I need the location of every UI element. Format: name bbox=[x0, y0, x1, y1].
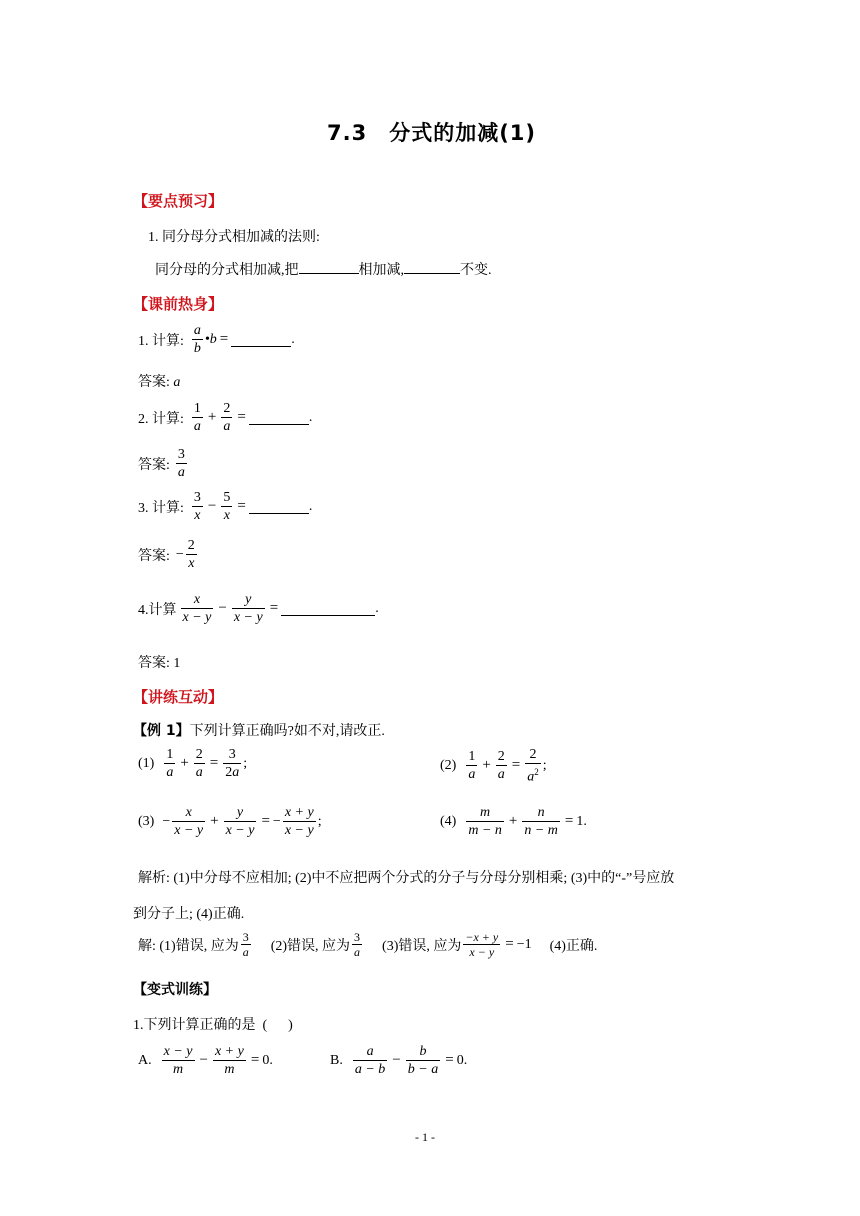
section-variant: 【变式训练】 bbox=[133, 982, 217, 998]
part-label: (1) bbox=[138, 755, 155, 771]
section-interactive: 【讲练互动】 bbox=[133, 688, 224, 706]
preview-item-1: 1. 同分母分式相加减的法则: bbox=[148, 230, 320, 245]
sol-3: (3)错误, 应为 bbox=[382, 938, 462, 954]
fraction: $\frac{2}{x}$ bbox=[187, 538, 195, 571]
fraction: $\frac{a}{b}$ bbox=[193, 323, 201, 356]
warmup-ans3: 答案: − $\frac{2}{x}$ bbox=[138, 538, 195, 571]
fraction: $\frac{x}{x - y}$ bbox=[182, 592, 212, 625]
fraction: $\frac{2}{a}$ bbox=[223, 401, 231, 434]
sol-4: (4)正确. bbox=[549, 938, 598, 954]
page-number: - 1 - bbox=[415, 1130, 435, 1144]
rule-text-b: 相加减, bbox=[358, 263, 404, 278]
sol-intro: 解: (1)错误, 应为 bbox=[138, 938, 239, 954]
fraction: $\frac{1}{a}$ bbox=[166, 747, 174, 780]
option-a-label: A. bbox=[138, 1052, 152, 1068]
q4-label: 4.计算 bbox=[138, 602, 177, 618]
q3-label: 3. 计算: bbox=[138, 500, 184, 516]
fraction: $\frac{a}{a - b}$ bbox=[354, 1044, 386, 1077]
fraction: $\frac{2}{a}$ bbox=[195, 747, 203, 780]
fraction: $\frac{2}{a}$ bbox=[497, 749, 505, 783]
part-label: (3) bbox=[138, 813, 155, 829]
fraction: $\frac{1}{a}$ bbox=[193, 401, 201, 434]
blank-2[interactable] bbox=[404, 259, 460, 274]
section-warmup: 【课前热身】 bbox=[133, 295, 224, 313]
warmup-q4: 4.计算 $\frac{x}{x - y}$ − $\frac{y}{x - y}$ = . bbox=[138, 592, 379, 625]
fraction: $\frac{1}{a}$ bbox=[468, 749, 476, 783]
rule-text-a: 同分母的分式相加减,把 bbox=[155, 263, 299, 278]
ans1-value: a bbox=[173, 375, 181, 390]
example-1 bbox=[133, 720, 385, 740]
example-part-3: (3) − $\frac{x}{x - y}$ + $\frac{y}{x - y}$ = − $\frac{x + y}{x - y}$ ; bbox=[138, 805, 322, 838]
warmup-q1: 1. 计算: $\frac{a}{b}$ •b = . bbox=[138, 323, 295, 356]
part-label: (2) bbox=[440, 757, 457, 773]
fraction: $\frac{5}{x}$ bbox=[223, 490, 231, 523]
section-preview: 【要点预习】 bbox=[133, 192, 224, 210]
fraction: $\frac{x + y}{x - y}$ bbox=[284, 805, 314, 838]
fraction: $\frac{m}{m - n}$ bbox=[468, 805, 502, 838]
fraction: $\frac{y}{x - y}$ bbox=[225, 805, 255, 838]
example-tag: 【例 1】 bbox=[133, 723, 190, 739]
example-question: 下列计算正确吗?如不对,请改正. bbox=[189, 724, 385, 739]
solution: 解: (1)错误, 应为 $\frac{3}{a}$ (2)错误, 应为 $\frac{3}{a}$ (3)错误, 应为 $\frac{-x + y}{x - y}$ = −1 (4)正确. bbox=[138, 930, 598, 959]
warmup-ans2 bbox=[138, 446, 189, 481]
warmup-q2: 2. 计算: $\frac{1}{a}$ + $\frac{2}{a}$ = . bbox=[138, 401, 313, 434]
fraction: $\frac{x + y}{m}$ bbox=[214, 1044, 244, 1077]
rule-text-c: 不变. bbox=[460, 263, 492, 278]
fraction: $\frac{n}{n - m}$ bbox=[524, 805, 558, 838]
page-title: 7.3 分式的加减(1) bbox=[327, 121, 537, 145]
fraction: $\frac{3}{x}$ bbox=[193, 490, 201, 523]
ans1-label: 答案: bbox=[138, 375, 170, 390]
warmup-ans1 bbox=[138, 371, 180, 391]
answer-blank[interactable] bbox=[249, 410, 309, 425]
fraction: $\frac{b}{b - a}$ bbox=[407, 1044, 439, 1077]
q1-label: 1. 计算: bbox=[138, 333, 184, 349]
option-a[interactable]: A. $\frac{x - y}{m}$ − $\frac{x + y}{m}$ = 0. bbox=[138, 1044, 273, 1077]
fraction: $\frac{y}{x - y}$ bbox=[233, 592, 263, 625]
fraction: $\frac{3}{2a}$ bbox=[225, 747, 240, 780]
warmup-q3: 3. 计算: $\frac{3}{x}$ − $\frac{5}{x}$ = . bbox=[138, 490, 313, 523]
example-part-1: (1) $\frac{1}{a}$ + $\frac{2}{a}$ = $\frac{3}{2a}$ ; bbox=[138, 747, 248, 780]
analysis-line-2: 到分子上; (4)正确. bbox=[133, 907, 245, 922]
fraction: $\frac{-x + y}{x - y}$ bbox=[465, 930, 499, 959]
preview-rule bbox=[155, 259, 492, 279]
option-b[interactable]: B. $\frac{a}{a - b}$ − $\frac{b}{b - a}$ = 0. bbox=[330, 1044, 468, 1077]
part-label: (4) bbox=[440, 813, 457, 829]
example-part-4: (4) $\frac{m}{m - n}$ + $\frac{n}{n - m}$ = 1. bbox=[440, 805, 587, 838]
option-b-label: B. bbox=[330, 1052, 343, 1068]
fraction: $\frac{x}{x - y}$ bbox=[174, 805, 204, 838]
warmup-ans4: 答案: 1 bbox=[138, 656, 181, 671]
blank-1[interactable] bbox=[299, 259, 359, 274]
answer-blank[interactable] bbox=[249, 499, 309, 514]
answer-blank[interactable] bbox=[281, 601, 375, 616]
ans2-label: 答案: bbox=[138, 457, 170, 473]
q2-label: 2. 计算: bbox=[138, 411, 184, 427]
analysis-line-1: 解析: (1)中分母不应相加; (2)中不应把两个分式的分子与分母分别相乘; (3)中的“-”号应放 bbox=[138, 871, 675, 886]
fraction: $\frac{3}{a}$ bbox=[177, 447, 185, 480]
ans3-label: 答案: bbox=[138, 548, 170, 564]
answer-blank[interactable] bbox=[231, 332, 291, 347]
example-part-2: (2) $\frac{1}{a}$ + $\frac{2}{a}$ = $\frac{2}{a^2}$ ; bbox=[440, 747, 547, 785]
fraction: $\frac{x - y}{m}$ bbox=[163, 1044, 193, 1077]
fraction: $\frac{3}{a}$ bbox=[242, 930, 249, 959]
sol-2: (2)错误, 应为 bbox=[270, 938, 351, 954]
variant-q1: 1.下列计算正确的是 ( ) bbox=[133, 1018, 293, 1033]
fraction: $\frac{3}{a}$ bbox=[354, 930, 361, 959]
fraction: $\frac{2}{a^2}$ bbox=[527, 747, 539, 785]
